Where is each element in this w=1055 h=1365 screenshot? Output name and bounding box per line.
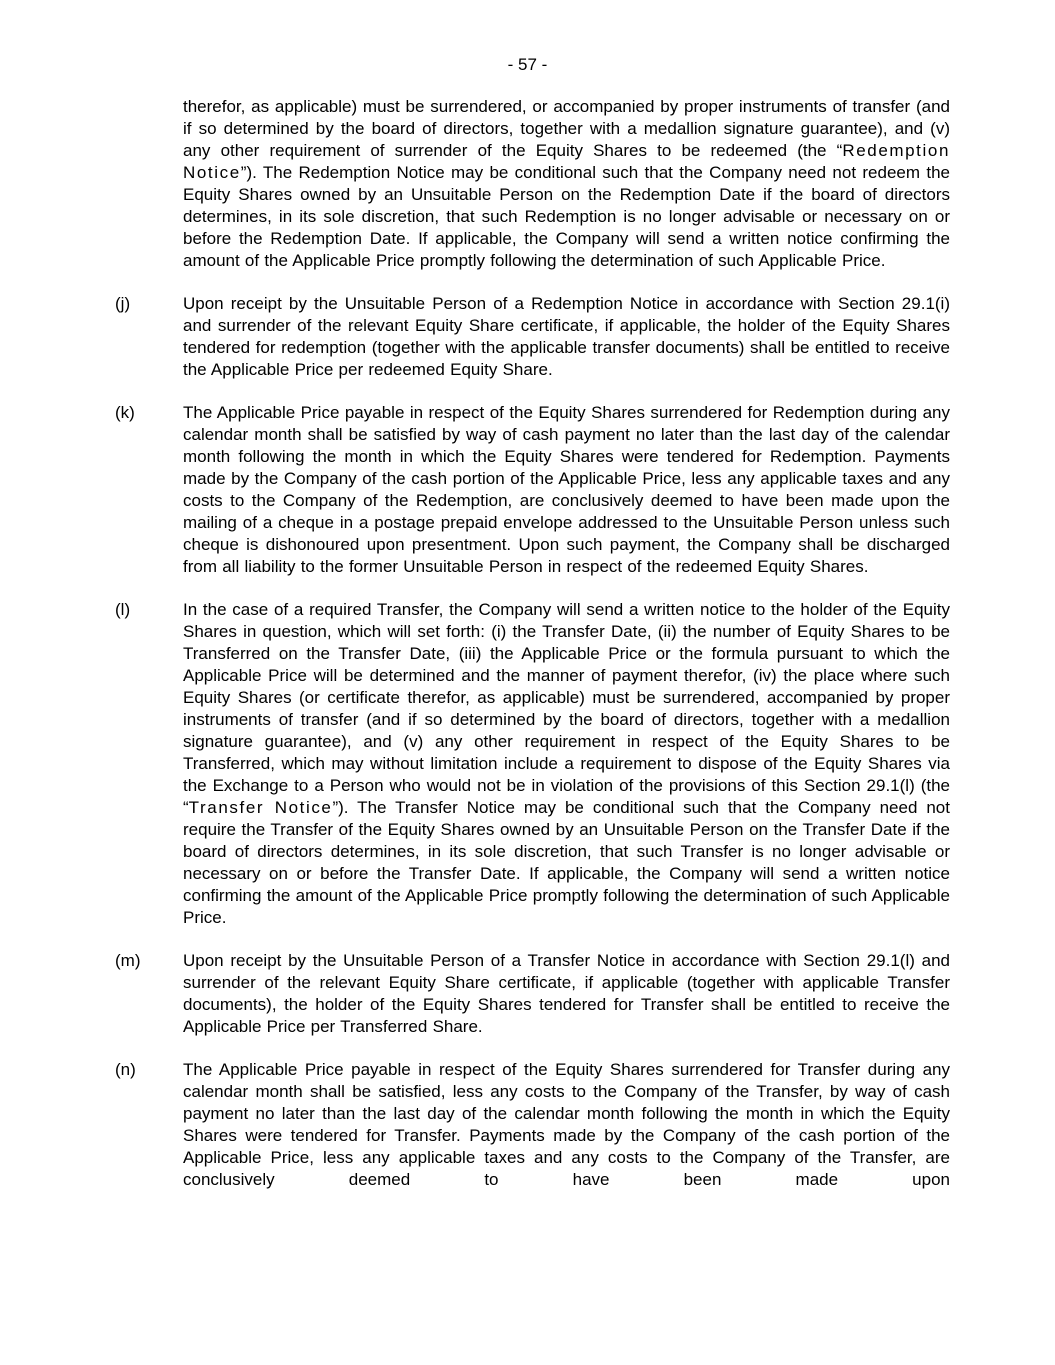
paragraph-m	[115, 950, 950, 1038]
paragraph-l	[115, 599, 950, 929]
defined-term-redemption-notice: Redemption Notice	[183, 141, 950, 182]
paragraph-text: The Applicable Price payable in respect of the Equity Shares surrendered for Redemption during any calendar month shall be satisfied by way of cash payment no later than the last day of the calendar month following the month in which the Equity Shares were tendered for Redemption. Payments made by the Company of the cash portion of the Applicable Price, less any applicable taxes and any costs to the Company of the Redemption, are conclusively deemed to have been made upon the mailing of a cheque in a postage prepaid envelope addressed to the Unsuitable Person unless such cheque is dishonoured upon presentment. Upon such payment, the Company shall be discharged from all liability to the former Unsuitable Person in respect of the redeemed Equity Shares.	[183, 403, 950, 576]
paragraph-k	[115, 402, 950, 578]
paragraph-label: (l)	[115, 600, 131, 619]
paragraph-continuation	[183, 96, 950, 272]
page-number: - 57 -	[507, 55, 548, 74]
paragraph-text: Upon receipt by the Unsuitable Person of a Transfer Notice in accordance with Section 29.1(l) and surrender of the relevant Equity Share certificate, if applicable (together with applicable Transfer documents), the holder of the Equity Shares tendered for Transfer shall be entitled to receive the Applicable Price per Transferred Share.	[183, 951, 950, 1036]
document-body	[115, 96, 950, 1212]
paragraph-label: (m)	[115, 951, 141, 970]
paragraph-text: ”). The Transfer Notice may be conditional such that the Company need not require the Transfer of the Equity Shares owned by an Unsuitable Person on the Transfer Date if the board of directors determines, in its sole discretion, that such Transfer is no longer advisable or necessary on or before the Transfer Date. If applicable, the Company will send a written notice confirming the amount of the Applicable Price promptly following the determination of such Applicable Price.	[183, 798, 950, 927]
paragraph-text: The Applicable Price payable in respect of the Equity Shares surrendered for Transfer during any calendar month shall be satisfied, less any costs to the Company of the Transfer, by way of cash payment no later than the last day of the calendar month following the month in which the Equity Shares were tendered for Transfer. Payments made by the Company of the cash portion of the Applicable Price, less any applicable taxes and any costs to the Company of the Transfer, are conclusively deemed to have been made upon	[183, 1060, 950, 1189]
paragraph-label: (j)	[115, 294, 131, 313]
paragraph-text: In the case of a required Transfer, the Company will send a written notice to the holder of the Equity Shares in question, which will set forth: (i) the Transfer Date, (ii) the number of Equity Shares to be Transferred on the Transfer Date, (iii) the Applicable Price or the formula pursuant to which the Applicable Price will be determined and the manner of payment therefor, (iv) the place where such Equity Shares (or certificate therefor, as applicable) must be surrendered, accompanied by proper instruments of transfer (and if so determined by the board of directors, together with a medallion signature guarantee), and (v) any other requirement in respect of the Equity Shares to be Transferred, which may without limitation include a requirement to dispose of the Equity Shares via the Exchange to a Person who would not be in violation of the provisions of this Section 29.1(l) (the “	[183, 600, 950, 817]
paragraph-label: (k)	[115, 403, 135, 422]
paragraph-j	[115, 293, 950, 381]
paragraph-label: (n)	[115, 1060, 136, 1079]
paragraph-n	[115, 1059, 950, 1191]
paragraph-text: Upon receipt by the Unsuitable Person of a Redemption Notice in accordance with Section 29.1(i) and surrender of the relevant Equity Share certificate, if applicable, the holder of the Equity Shares tendered for redemption (together with the applicable transfer documents) shall be entitled to receive the Applicable Price per redeemed Equity Share.	[183, 294, 950, 379]
paragraph-text: ”). The Redemption Notice may be conditional such that the Company need not redeem the Equity Shares owned by an Unsuitable Person on the Redemption Date if the board of directors determines, in its sole discretion, that such Redemption is no longer advisable or necessary on or before the Redemption Date. If applicable, the Company will send a written notice confirming the amount of the Applicable Price promptly following the determination of such Applicable Price.	[183, 163, 950, 270]
defined-term-transfer-notice: Transfer Notice	[188, 798, 333, 817]
paragraph-text: therefor, as applicable) must be surrendered, or accompanied by proper instruments of transfer (and if so determined by the board of directors, together with a medallion signature guarantee), and (v) any other requirement of surrender of the Equity Shares to be redeemed (the “	[183, 97, 950, 160]
